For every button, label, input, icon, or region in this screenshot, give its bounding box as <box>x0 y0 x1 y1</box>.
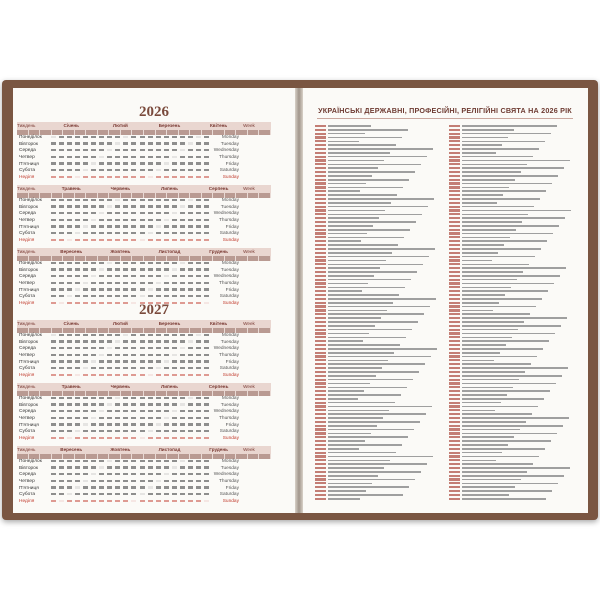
weekday-label: Неділя <box>19 238 35 244</box>
weekday-label: Неділя <box>19 373 35 379</box>
weekday-label-en: Monday <box>221 333 239 338</box>
day-digits <box>49 135 211 142</box>
weekday-label: П'ятниця <box>19 161 39 167</box>
weekday-label: Понеділок <box>19 396 42 401</box>
week-label: Тиждень <box>17 321 36 326</box>
month-name: Грудень <box>209 447 228 452</box>
month-name: Лютий <box>112 123 128 128</box>
weekday-label: Неділя <box>19 436 35 442</box>
month-name: Березень <box>158 321 181 326</box>
day-digits <box>49 396 211 403</box>
weekday-label-en: Tuesday <box>220 141 239 147</box>
weekday-label: Вівторок <box>19 204 38 210</box>
month-name: Січень <box>63 123 79 128</box>
weekday-label-en: Saturday <box>219 168 239 174</box>
day-digits <box>49 472 211 479</box>
weekday-label-en: Tuesday <box>220 402 239 408</box>
weekday-label-en: Friday <box>225 422 239 428</box>
weekday-label: П'ятниця <box>19 359 39 365</box>
weekday-label: Середа <box>19 472 36 478</box>
weekday-label: Понеділок <box>19 459 42 464</box>
weekday-label-en: Monday <box>221 198 239 203</box>
day-digits <box>49 340 211 347</box>
month-name: Квітень <box>209 321 228 326</box>
weekday-label: Понеділок <box>19 198 42 203</box>
day-digits <box>49 238 211 245</box>
day-digits <box>49 168 211 175</box>
day-digits <box>49 175 211 182</box>
weekday-row <box>17 333 271 340</box>
month-name: Червень <box>110 384 131 389</box>
weekday-label: Четвер <box>19 218 35 224</box>
weekday-label: Вівторок <box>19 339 38 345</box>
weekday-label: Субота <box>19 231 36 237</box>
weekday-row <box>17 499 271 506</box>
month-name: Травень <box>61 384 81 389</box>
month-name: Жовтень <box>110 249 131 254</box>
day-digits <box>49 499 211 506</box>
day-digits <box>49 346 211 353</box>
weekday-label-en: Wednesday <box>213 346 239 352</box>
weekday-label: Вівторок <box>19 267 38 273</box>
day-digits <box>49 211 211 218</box>
day-digits <box>49 218 211 225</box>
week-label: Тиждень <box>17 186 36 191</box>
weekday-label: Середа <box>19 211 36 217</box>
month-name: Жовтень <box>110 447 131 452</box>
weekday-row <box>17 218 271 225</box>
weekday-label-en: Saturday <box>219 366 239 372</box>
day-digits <box>49 366 211 373</box>
day-digits <box>49 423 211 430</box>
weekday-row <box>17 479 271 486</box>
month-row-block <box>17 320 271 380</box>
day-digits <box>49 142 211 149</box>
book-spine-gutter <box>295 88 303 513</box>
month-name: Березень <box>158 123 181 128</box>
week-label-en: Week <box>243 447 255 452</box>
day-digits <box>49 373 211 380</box>
weekday-label: Четвер <box>19 281 35 287</box>
day-digits <box>49 155 211 162</box>
weekday-label-en: Tuesday <box>220 204 239 210</box>
weekday-label: Четвер <box>19 416 35 422</box>
month-name: Лютий <box>112 321 128 326</box>
month-name: Липень <box>160 186 178 191</box>
weekday-label: Середа <box>19 346 36 352</box>
weekday-label-en: Thursday <box>219 353 239 359</box>
weekday-label: Субота <box>19 492 36 498</box>
weekday-row <box>17 281 271 288</box>
weekday-label-en: Friday <box>225 161 239 167</box>
weekday-label-en: Friday <box>225 485 239 491</box>
day-digits <box>49 261 211 268</box>
day-digits <box>49 360 211 367</box>
day-digits <box>49 403 211 410</box>
weekday-label: П'ятниця <box>19 287 39 293</box>
left-page-year-calendars <box>13 88 295 513</box>
holidays-title: УКРАЇНСЬКІ ДЕРЖАВНІ, ПРОФЕСІЙНІ, РЕЛІГІЙНІ СВЯТА НА 2026 РІК <box>318 106 572 115</box>
weekday-row <box>17 373 271 380</box>
right-page-holidays-list <box>303 88 588 513</box>
weekday-row <box>17 238 271 245</box>
weekday-label-en: Saturday <box>219 492 239 498</box>
holidays-column-right <box>449 124 577 501</box>
day-digits <box>49 274 211 281</box>
weekday-label: Вівторок <box>19 141 38 147</box>
weekday-label: П'ятниця <box>19 485 39 491</box>
day-digits <box>49 162 211 169</box>
weekday-row <box>17 175 271 182</box>
day-digits <box>49 148 211 155</box>
weekday-label: Вівторок <box>19 465 38 471</box>
weekday-label: Четвер <box>19 155 35 161</box>
weekday-label-en: Friday <box>225 224 239 230</box>
day-digits <box>49 288 211 295</box>
weekday-label: Середа <box>19 148 36 154</box>
weekday-label: Понеділок <box>19 261 42 266</box>
weekday-label-en: Saturday <box>219 294 239 300</box>
month-name: Квітень <box>209 123 228 128</box>
day-digits <box>49 281 211 288</box>
weekday-label-en: Sunday <box>222 238 239 244</box>
weekday-label-en: Tuesday <box>220 267 239 273</box>
weekday-row <box>17 198 271 205</box>
week-label-en: Week <box>243 186 255 191</box>
month-name: Листопад <box>158 447 181 452</box>
weekday-label-en: Monday <box>221 459 239 464</box>
week-label: Тиждень <box>17 447 36 452</box>
weekday-label-en: Friday <box>225 359 239 365</box>
weekday-label-en: Sunday <box>222 436 239 442</box>
weekday-label: Субота <box>19 366 36 372</box>
week-label: Тиждень <box>17 249 36 254</box>
weekday-label: Середа <box>19 409 36 415</box>
day-digits <box>49 436 211 443</box>
weekday-label-en: Wednesday <box>213 472 239 478</box>
day-digits <box>49 268 211 275</box>
week-label-en: Week <box>243 321 255 326</box>
weekday-label: Неділя <box>19 301 35 307</box>
weekday-label-en: Thursday <box>219 479 239 485</box>
day-digits <box>49 294 211 301</box>
weekday-row <box>17 155 271 162</box>
weekday-label-en: Wednesday <box>213 409 239 415</box>
weekday-label-en: Monday <box>221 261 239 266</box>
day-digits <box>49 333 211 340</box>
month-row-block <box>17 122 271 182</box>
weekday-row <box>17 135 271 142</box>
month-name: Січень <box>63 321 79 326</box>
weekday-label: Понеділок <box>19 333 42 338</box>
weekday-label-en: Wednesday <box>213 148 239 154</box>
day-digits <box>49 231 211 238</box>
week-label-en: Week <box>243 249 255 254</box>
weekday-label: Субота <box>19 294 36 300</box>
weekday-row <box>17 396 271 403</box>
weekday-row <box>17 459 271 466</box>
weekday-label: Вівторок <box>19 402 38 408</box>
week-label: Тиждень <box>17 123 36 128</box>
month-name: Грудень <box>209 249 228 254</box>
holiday-entry <box>449 497 577 501</box>
weekday-label-en: Saturday <box>219 429 239 435</box>
title-divider <box>317 118 573 119</box>
week-label: Тиждень <box>17 384 36 389</box>
weekday-row <box>17 261 271 268</box>
day-digits <box>49 479 211 486</box>
month-name: Листопад <box>158 249 181 254</box>
month-row-block <box>17 248 271 308</box>
weekday-label: Четвер <box>19 479 35 485</box>
holidays-column-left <box>315 124 443 501</box>
weekday-label-en: Sunday <box>222 499 239 505</box>
weekday-label: Четвер <box>19 353 35 359</box>
day-digits <box>49 353 211 360</box>
weekday-label-en: Thursday <box>219 416 239 422</box>
month-row-block <box>17 446 271 506</box>
year-heading: 2026 <box>139 104 169 120</box>
weekday-label-en: Monday <box>221 396 239 401</box>
day-digits <box>49 409 211 416</box>
weekday-label-en: Wednesday <box>213 274 239 280</box>
month-row-block <box>17 383 271 443</box>
weekday-label: Неділя <box>19 175 35 181</box>
month-name: Серпень <box>208 186 229 191</box>
day-digits <box>49 198 211 205</box>
weekday-label: П'ятниця <box>19 224 39 230</box>
week-label-en: Week <box>243 384 255 389</box>
day-digits <box>49 459 211 466</box>
weekday-row <box>17 436 271 443</box>
weekday-label: Субота <box>19 168 36 174</box>
month-name: Травень <box>61 186 81 191</box>
weekday-label-en: Wednesday <box>213 211 239 217</box>
weekday-label: Понеділок <box>19 135 42 140</box>
weekday-label-en: Sunday <box>222 373 239 379</box>
day-digits <box>49 492 211 499</box>
day-digits <box>49 486 211 493</box>
holiday-entry <box>315 497 443 501</box>
week-label-en: Week <box>243 123 255 128</box>
weekday-label-en: Tuesday <box>220 339 239 345</box>
day-digits <box>49 225 211 232</box>
weekday-row <box>17 353 271 360</box>
weekday-label: Середа <box>19 274 36 280</box>
weekday-label: Неділя <box>19 499 35 505</box>
weekday-label-en: Thursday <box>219 218 239 224</box>
day-digits <box>49 205 211 212</box>
weekday-label: П'ятниця <box>19 422 39 428</box>
day-digits <box>49 416 211 423</box>
day-digits <box>49 466 211 473</box>
weekday-label-en: Sunday <box>222 175 239 181</box>
day-digits <box>49 429 211 436</box>
month-name: Серпень <box>208 384 229 389</box>
weekday-label-en: Tuesday <box>220 465 239 471</box>
weekday-row <box>17 416 271 423</box>
weekday-label: Субота <box>19 429 36 435</box>
weekday-label-en: Friday <box>225 287 239 293</box>
weekday-label-en: Saturday <box>219 231 239 237</box>
weekday-label-en: Sunday <box>222 301 239 307</box>
year-heading: 2027 <box>139 302 169 318</box>
month-name: Вересень <box>60 447 83 452</box>
month-name: Червень <box>110 186 131 191</box>
weekday-label-en: Thursday <box>219 281 239 287</box>
month-row-block <box>17 185 271 245</box>
weekday-label-en: Thursday <box>219 155 239 161</box>
month-name: Вересень <box>60 249 83 254</box>
weekday-label-en: Monday <box>221 135 239 140</box>
month-name: Липень <box>160 384 178 389</box>
